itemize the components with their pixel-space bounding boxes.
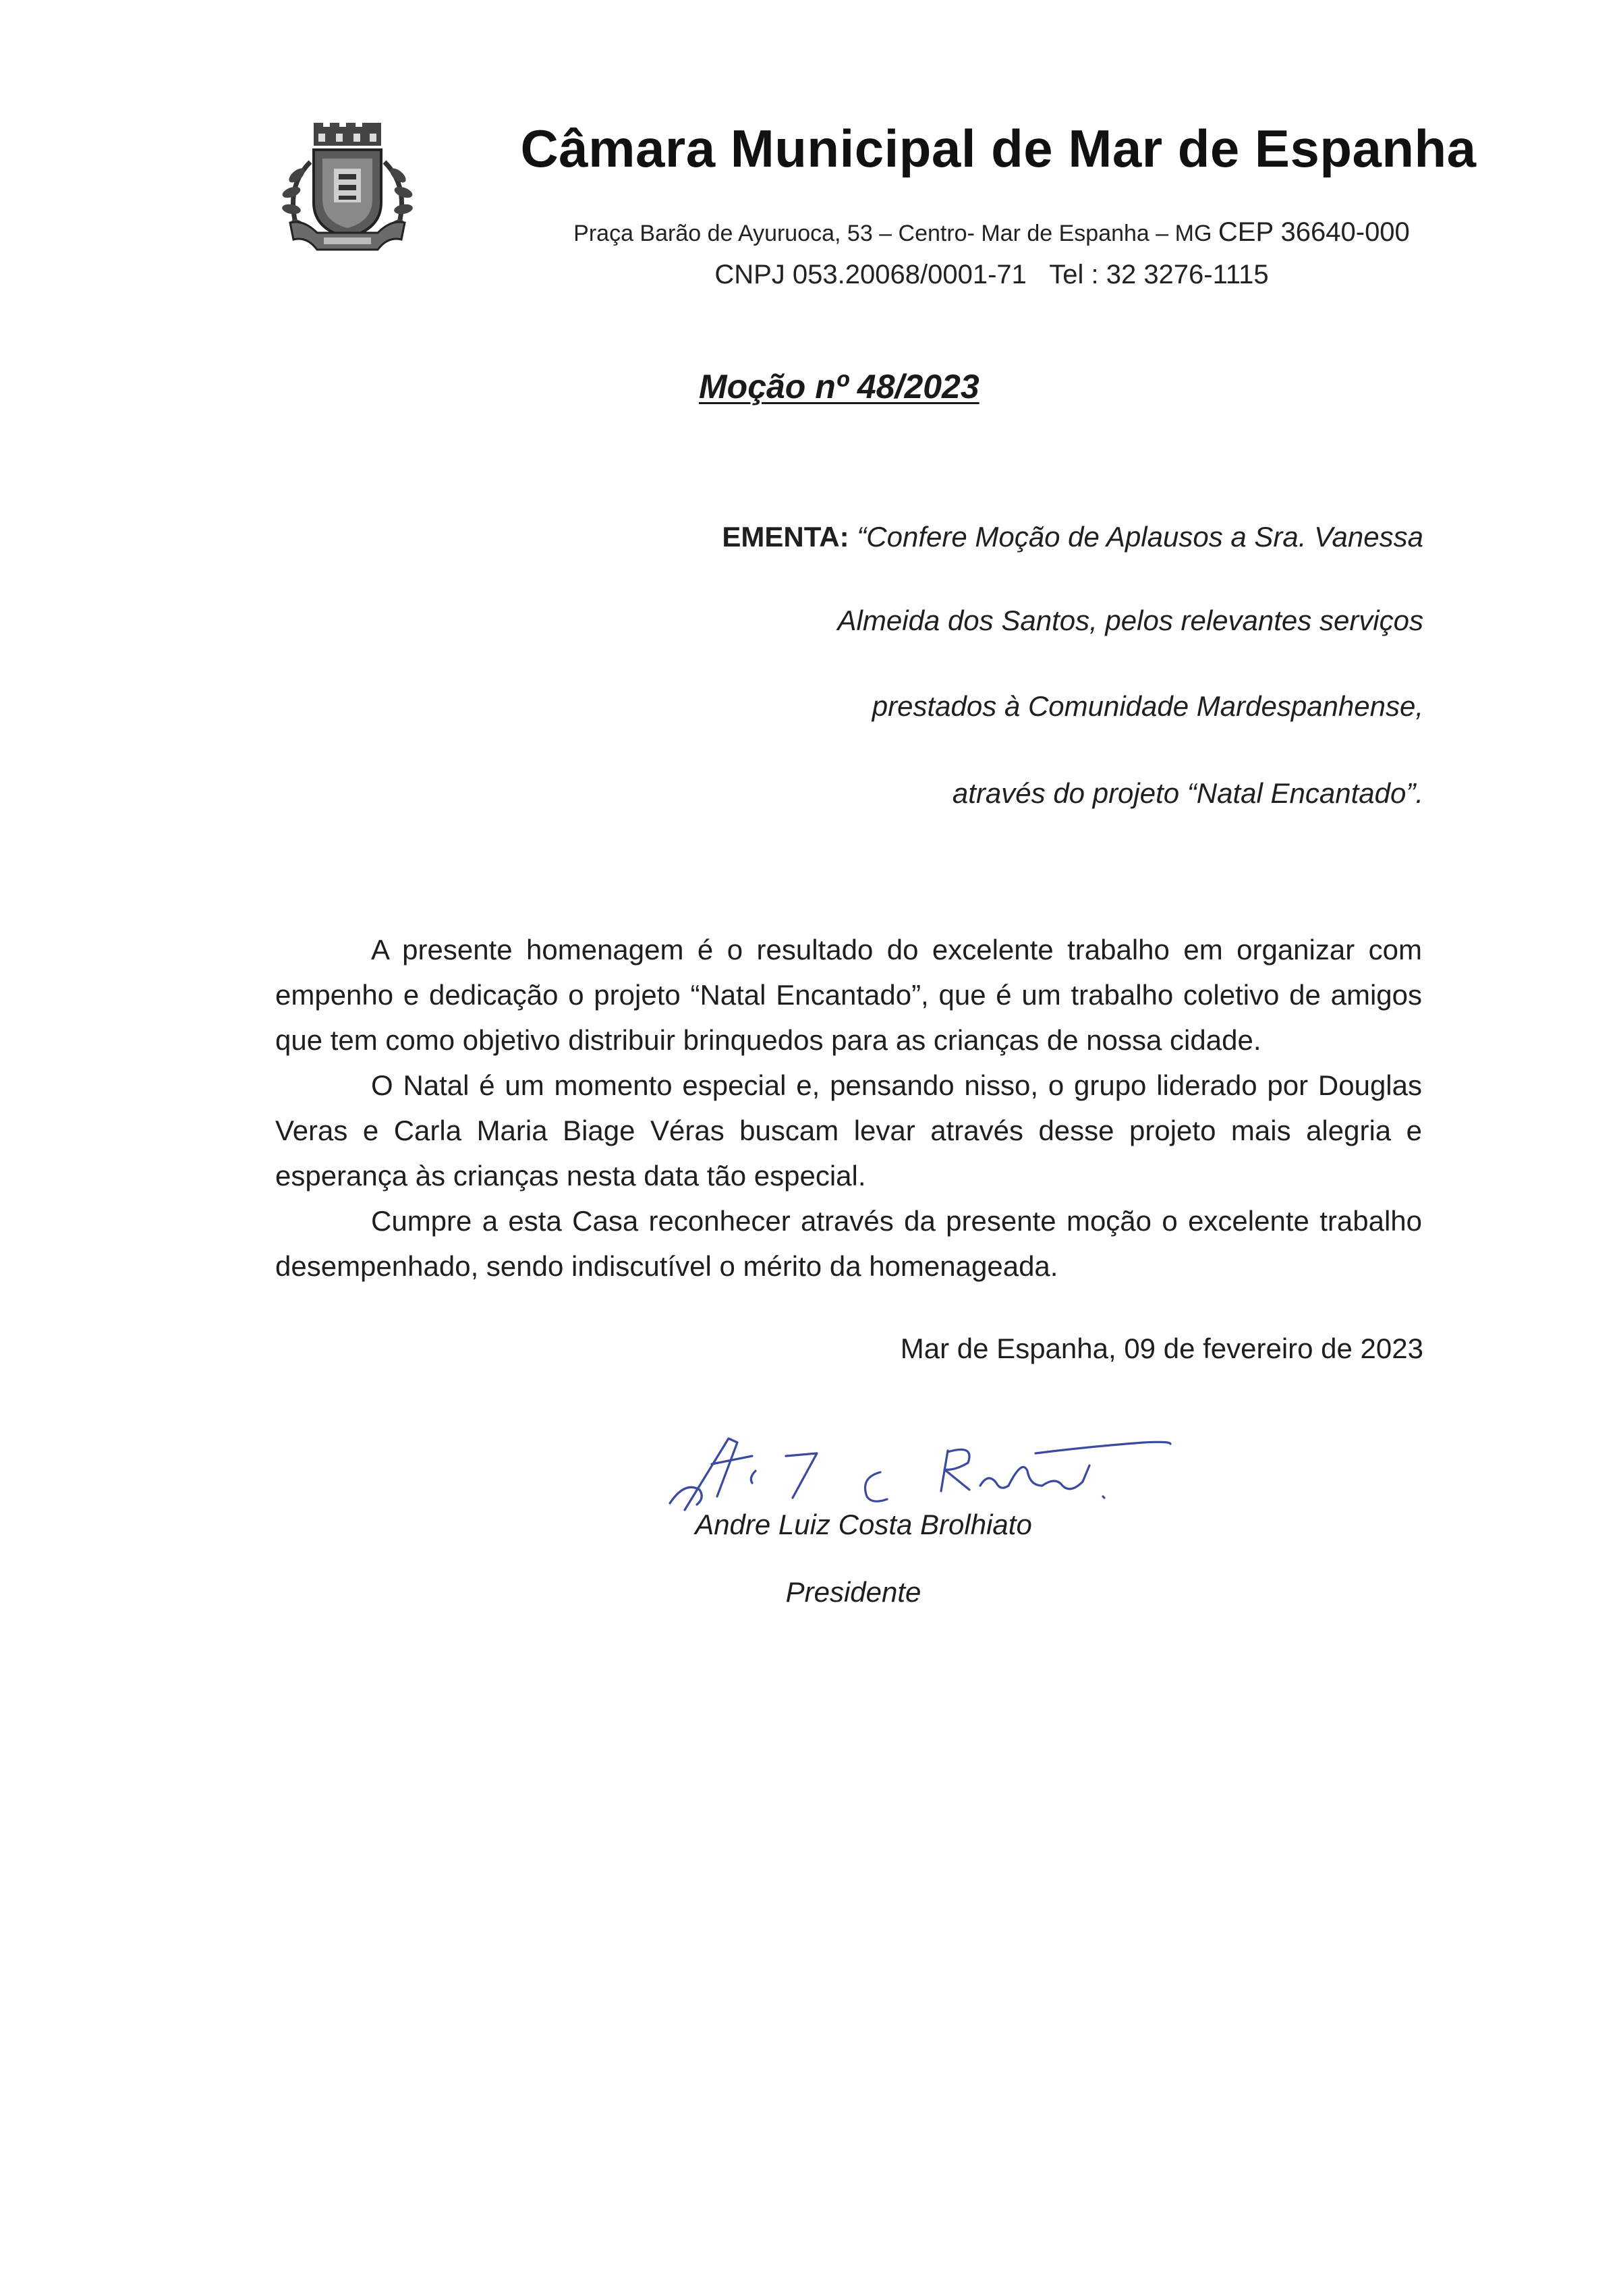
cep-text: CEP 36640-000	[1218, 217, 1410, 247]
ementa-line-4: através do projeto “Natal Encantado”.	[952, 777, 1423, 809]
paragraph: Cumpre a esta Casa reconhecer através da presente moção o excelente trabalho desempenhado, sendo indiscutível o mérito da homenageada.	[275, 1205, 1422, 1282]
cnpj-text: CNPJ 053.20068/0001-71	[714, 260, 1027, 289]
body-section	[275, 927, 1422, 1289]
address-line	[553, 217, 1430, 248]
ementa-line-3: prestados à Comunidade Mardespanhense,	[872, 690, 1423, 722]
phone-text: Tel : 32 3276-1115	[1049, 260, 1269, 289]
signature-image	[658, 1424, 1184, 1518]
organization-title: Câmara Municipal de Mar de Espanha	[520, 119, 1477, 178]
coat-of-arms-icon	[277, 121, 418, 267]
signer-role: Presidente	[785, 1576, 921, 1608]
document-title: Moção nº 48/2023	[699, 368, 979, 405]
date-line: Mar de Espanha, 09 de fevereiro de 2023	[900, 1333, 1423, 1364]
address-text: Praça Barão de Ayuruoca, 53 – Centro- Mar de Espanha – MG	[573, 221, 1212, 246]
ementa-line-2: Almeida dos Santos, pelos relevantes serviços	[837, 605, 1423, 636]
ementa-line-1	[722, 521, 1423, 553]
paragraph: A presente homenagem é o resultado do excelente trabalho em organizar com empenho e dedicação o projeto “Natal Encantado”, que é um trabalho coletivo de amigos que tem como objetivo distribuir brinquedos para as crianças de nossa cidade.	[275, 934, 1422, 1056]
ementa-text: “Confere Moção de Aplausos a Sra. Vanessa	[857, 521, 1423, 553]
ementa-label: EMENTA:	[722, 521, 849, 553]
cnpj-phone-line	[553, 260, 1430, 290]
paragraph: O Natal é um momento especial e, pensando nisso, o grupo liderado por Douglas Veras e Carla Maria Biage Véras buscam levar através desse projeto mais alegria e esperança às crianças nesta data tão especial.	[275, 1069, 1422, 1192]
signer-name: Andre Luiz Costa Brolhiato	[695, 1509, 1032, 1540]
